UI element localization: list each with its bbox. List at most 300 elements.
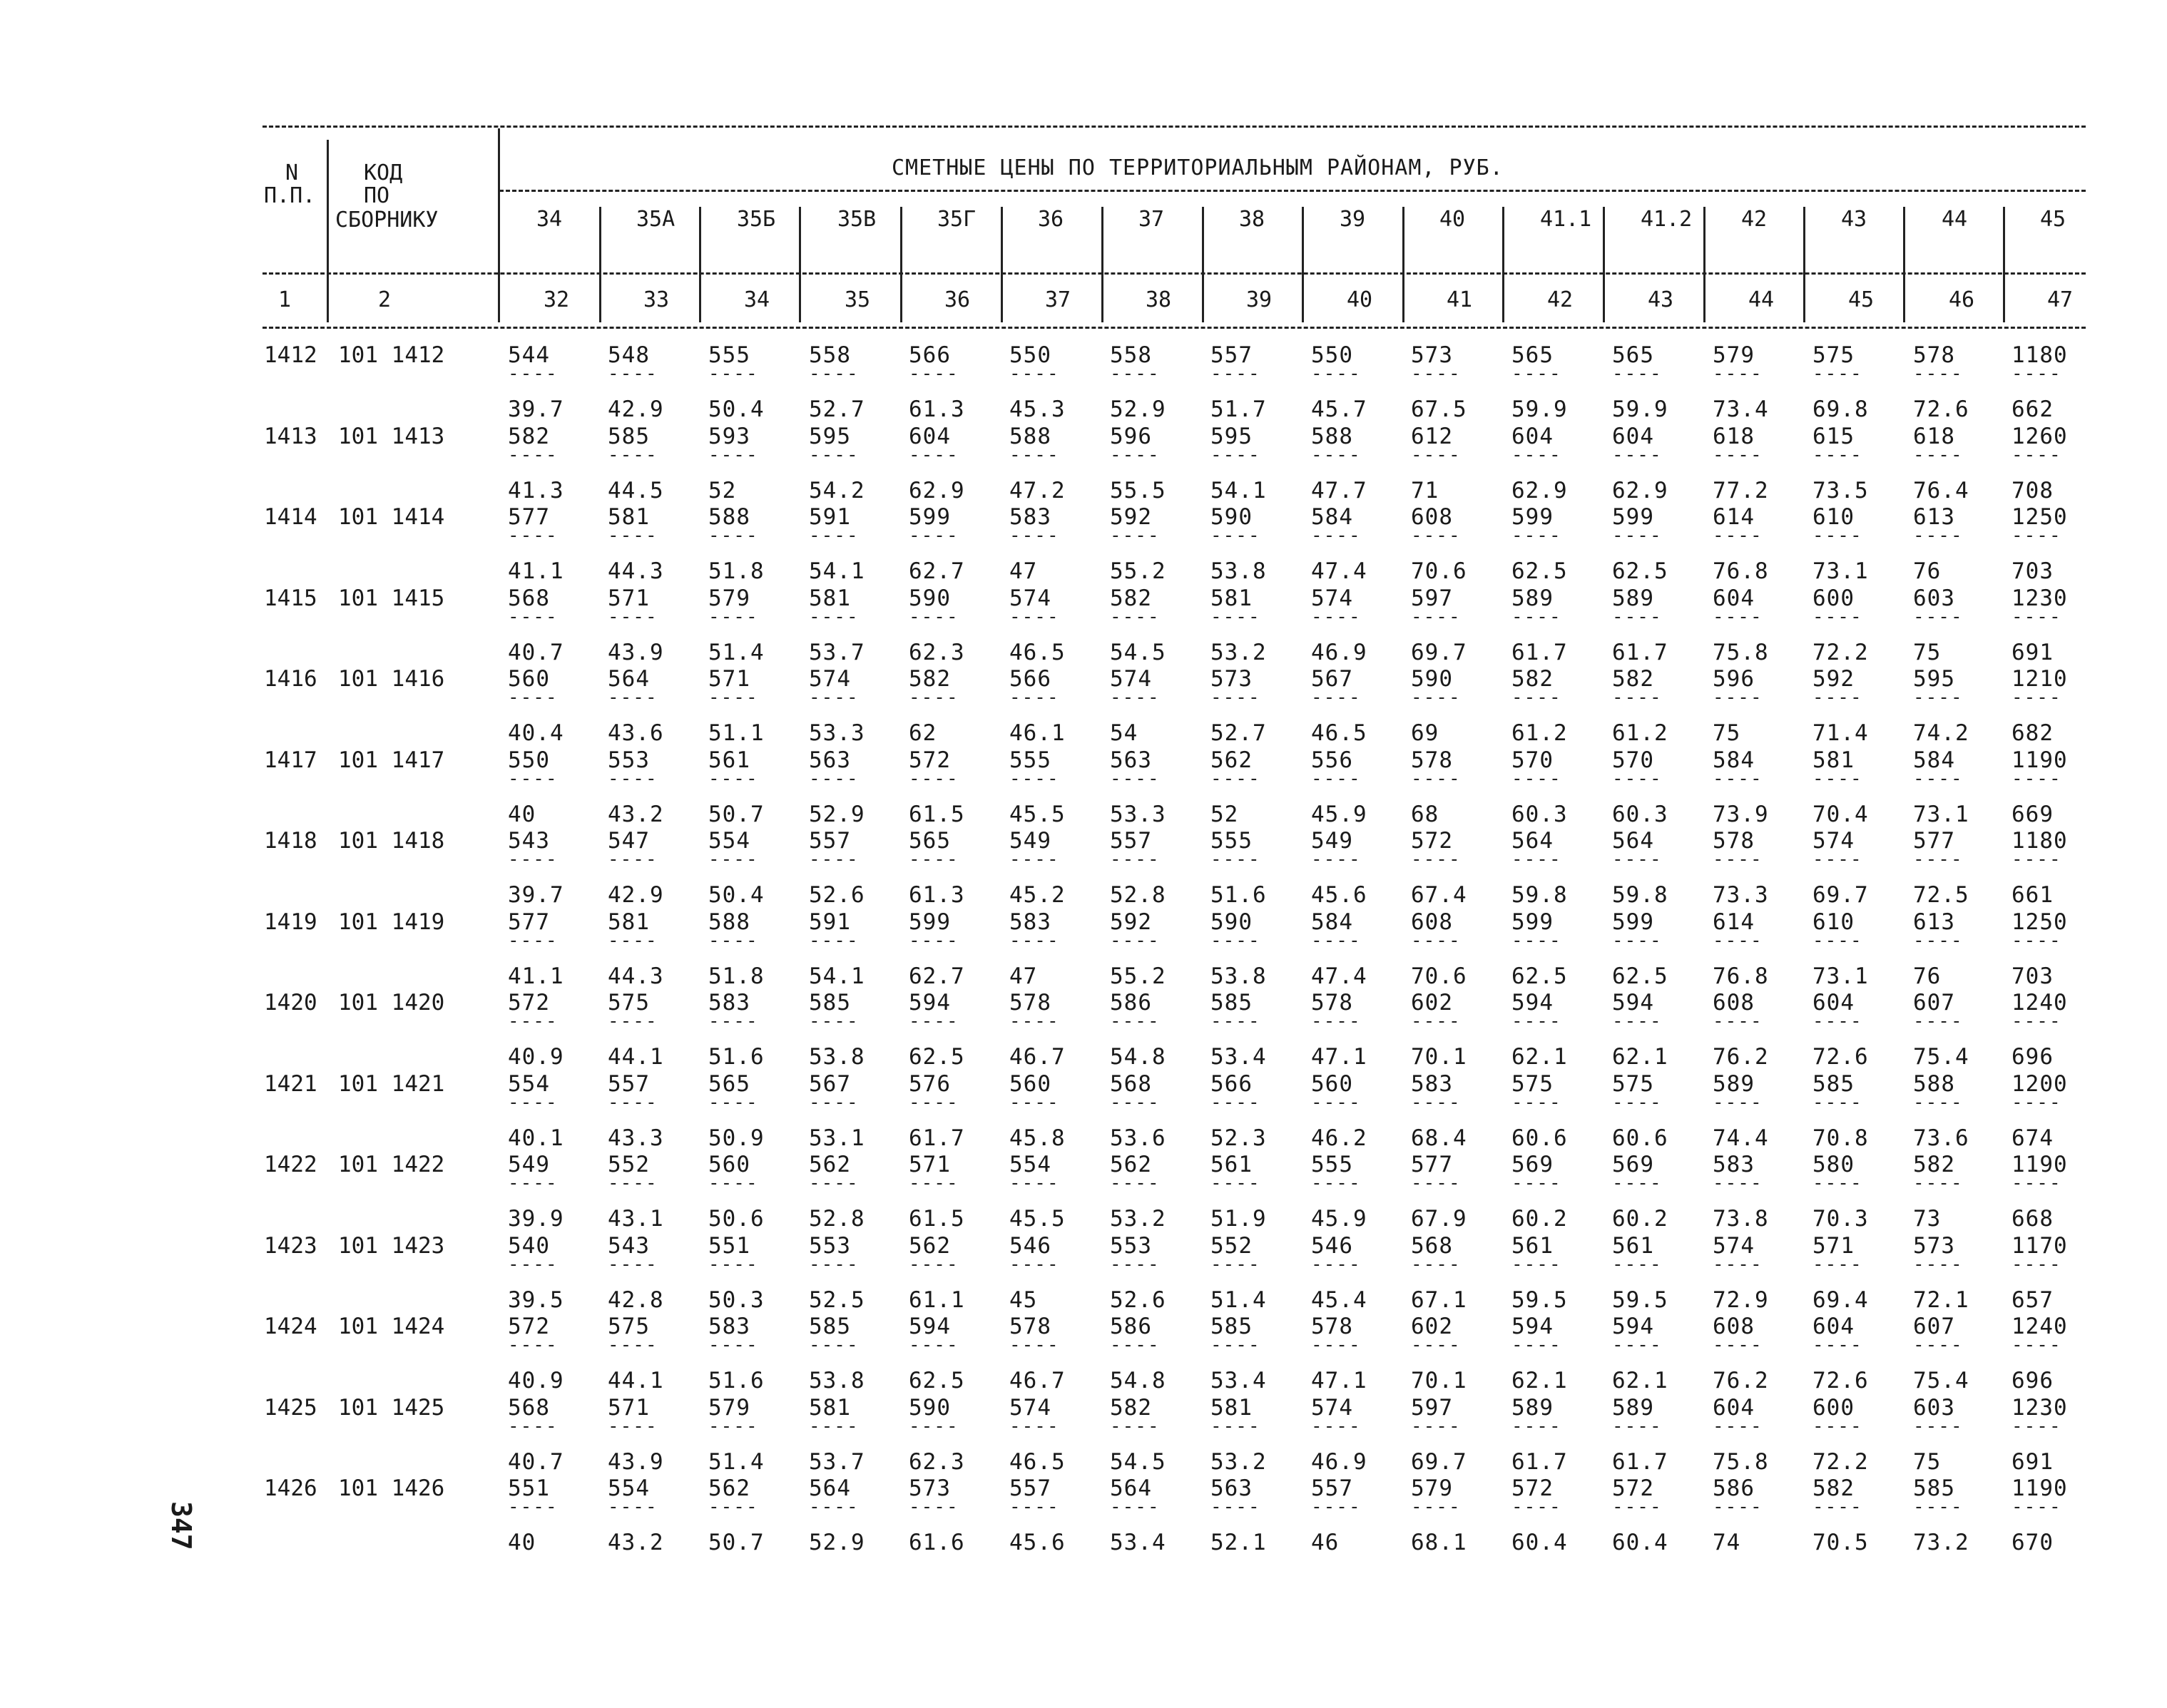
- fraction-line: ----: [809, 1172, 860, 1194]
- price-value: 590: [909, 1394, 951, 1421]
- fraction-line: ----: [909, 444, 959, 466]
- price-value: 584: [1713, 747, 1755, 773]
- column-number: 36: [944, 287, 971, 312]
- price-value: 588: [708, 909, 750, 935]
- fraction-line: ----: [1411, 1091, 1462, 1113]
- price-value: 554: [1009, 1152, 1051, 1177]
- fraction-line: ----: [608, 1415, 658, 1437]
- wage-value: 52.9: [1110, 397, 1166, 422]
- fraction-line: ----: [1612, 1253, 1663, 1275]
- fraction-line: ----: [608, 1011, 658, 1032]
- price-value: 564: [1612, 828, 1654, 854]
- fraction-line: ----: [1110, 525, 1161, 546]
- wage-value: 59.5: [1511, 1287, 1568, 1313]
- wage-value: 73.1: [1913, 801, 1969, 827]
- price-value: 585: [809, 1314, 851, 1339]
- wage-value: 47.4: [1311, 963, 1367, 989]
- wage-value: 69.7: [1411, 639, 1467, 665]
- fraction-line: ----: [809, 1334, 860, 1356]
- fraction-line: ----: [1110, 1415, 1161, 1437]
- price-value: 553: [809, 1232, 851, 1259]
- wage-value: 72.2: [1812, 1448, 1869, 1475]
- price-value: 564: [608, 666, 650, 692]
- price-value: 585: [1812, 1070, 1855, 1097]
- price-value: 618: [1913, 423, 1955, 449]
- fraction-line: ----: [1913, 1496, 1964, 1518]
- wage-value: 75: [1913, 1448, 1942, 1475]
- fraction-line: ----: [1812, 1172, 1863, 1194]
- wage-value: 60.4: [1612, 1530, 1668, 1555]
- price-value: 1180: [2012, 828, 2068, 854]
- wage-value: 67.4: [1411, 882, 1467, 908]
- wage-value: 61.3: [909, 397, 965, 422]
- fraction-line: ----: [1009, 525, 1060, 546]
- price-value: 593: [708, 423, 750, 449]
- row-number: 1426: [264, 1476, 317, 1501]
- fraction-line: ----: [1511, 687, 1562, 708]
- price-value: 557: [1009, 1476, 1051, 1501]
- price-value: 546: [1009, 1232, 1051, 1259]
- wage-value: 61.7: [909, 1125, 965, 1151]
- wage-value: 45.7: [1311, 397, 1367, 422]
- wage-value: 52: [1210, 801, 1239, 827]
- fraction-line: ----: [809, 1253, 860, 1275]
- wage-value: 61.1: [909, 1287, 965, 1313]
- fraction-line: ----: [1612, 444, 1663, 466]
- price-value: 575: [608, 1314, 650, 1339]
- wage-value: 61.2: [1511, 720, 1568, 746]
- price-value: 569: [1612, 1152, 1654, 1177]
- wage-value: 45: [1009, 1287, 1038, 1313]
- wage-value: 76: [1913, 963, 1942, 989]
- fraction-line: ----: [1210, 1172, 1261, 1194]
- column-separator: [799, 207, 801, 322]
- wage-value: 53.8: [809, 1044, 865, 1070]
- wage-value: 46.7: [1009, 1044, 1066, 1070]
- price-value: 595: [1210, 423, 1253, 449]
- price-value: 549: [508, 1152, 550, 1177]
- fraction-line: ----: [1713, 605, 1763, 628]
- fraction-line: ----: [809, 363, 860, 384]
- wage-value: 45.6: [1311, 882, 1367, 908]
- wage-value: 41.3: [508, 477, 564, 503]
- wage-value: 54.8: [1110, 1368, 1166, 1393]
- column-separator: [699, 207, 701, 322]
- column-number: 46: [1949, 287, 1975, 312]
- price-value: 544: [508, 342, 550, 368]
- wage-value: 668: [2012, 1206, 2054, 1232]
- wage-value: 53.4: [1110, 1530, 1166, 1555]
- price-value: 595: [809, 423, 851, 449]
- price-value: 560: [508, 666, 550, 692]
- fraction-line: ----: [1713, 363, 1763, 384]
- fraction-line: ----: [1110, 929, 1161, 951]
- fraction-line: ----: [708, 1253, 759, 1275]
- price-value: 562: [708, 1476, 750, 1501]
- fraction-line: ----: [1612, 1091, 1663, 1113]
- price-value: 574: [1110, 666, 1152, 692]
- wage-value: 52.8: [809, 1206, 865, 1232]
- wage-value: 51.8: [708, 963, 765, 989]
- wage-value: 39.7: [508, 882, 564, 908]
- column-header-rule: [262, 272, 2086, 275]
- price-value: 577: [508, 504, 550, 530]
- price-value: 566: [1009, 666, 1051, 692]
- price-value: 578: [1913, 342, 1955, 368]
- wage-value: 40.9: [508, 1044, 564, 1070]
- price-value: 596: [1713, 666, 1755, 692]
- fraction-line: ----: [1311, 687, 1362, 708]
- wage-value: 51.4: [1210, 1287, 1267, 1313]
- price-value: 602: [1411, 1314, 1453, 1339]
- fraction-line: ----: [1009, 687, 1060, 708]
- fraction-line: ----: [1511, 525, 1562, 546]
- fraction-line: ----: [809, 929, 860, 951]
- wage-value: 42.9: [608, 882, 664, 908]
- price-value: 603: [1913, 585, 1955, 611]
- fraction-line: ----: [708, 1496, 759, 1518]
- wage-value: 45.5: [1009, 801, 1066, 827]
- wage-value: 46.2: [1311, 1125, 1367, 1151]
- wage-value: 43.2: [608, 1530, 664, 1555]
- wage-value: 75.8: [1713, 1448, 1769, 1475]
- wage-value: 53.3: [1110, 801, 1166, 827]
- wage-value: 62.1: [1612, 1368, 1668, 1393]
- fraction-line: ----: [1009, 1415, 1060, 1437]
- wage-value: 46.1: [1009, 720, 1066, 746]
- row-number: 1424: [264, 1314, 317, 1339]
- wage-value: 73.4: [1713, 397, 1769, 422]
- fraction-line: ----: [608, 929, 658, 951]
- header-code-sbornik: СБОРНИКУ: [335, 208, 439, 232]
- price-value: 557: [809, 828, 851, 854]
- wage-value: 72.6: [1812, 1368, 1869, 1393]
- fraction-line: ----: [508, 525, 559, 546]
- fraction-line: ----: [2012, 1091, 2062, 1113]
- wage-value: 62.3: [909, 1448, 965, 1475]
- price-value: 597: [1411, 1394, 1453, 1421]
- wage-value: 42.8: [608, 1287, 664, 1313]
- column-separator: [1402, 207, 1404, 322]
- fraction-line: ----: [809, 767, 860, 789]
- price-value: 543: [608, 1232, 650, 1259]
- price-value: 553: [608, 747, 650, 773]
- wage-value: 75.8: [1713, 639, 1769, 665]
- wage-value: 54.1: [809, 558, 865, 584]
- row-code: 101 1419: [338, 909, 445, 935]
- fraction-line: ----: [1210, 1011, 1261, 1032]
- wage-value: 67.5: [1411, 397, 1467, 422]
- wage-value: 45.5: [1009, 1206, 1066, 1232]
- wage-value: 62.7: [909, 963, 965, 989]
- fraction-line: ----: [1210, 1415, 1261, 1437]
- fraction-line: ----: [1311, 525, 1362, 546]
- price-value: 591: [809, 504, 851, 530]
- region-column-header: 44: [1942, 207, 1968, 232]
- fraction-line: ----: [909, 929, 959, 951]
- fraction-line: ----: [1913, 929, 1964, 951]
- fraction-line: ----: [1009, 444, 1060, 466]
- price-value: 594: [1511, 1314, 1554, 1339]
- price-value: 1240: [2012, 990, 2068, 1016]
- wage-value: 46.9: [1311, 639, 1367, 665]
- fraction-line: ----: [508, 1011, 559, 1032]
- fraction-line: ----: [1411, 1253, 1462, 1275]
- wage-value: 670: [2012, 1530, 2054, 1555]
- fraction-line: ----: [508, 363, 559, 384]
- region-column-header: 40: [1439, 207, 1466, 232]
- price-value: 589: [1713, 1070, 1755, 1097]
- fraction-line: ----: [608, 444, 658, 466]
- row-number: 1420: [264, 990, 317, 1016]
- price-value: 599: [1511, 504, 1554, 530]
- price-value: 572: [1612, 1476, 1654, 1501]
- wage-value: 62.5: [909, 1044, 965, 1070]
- wage-value: 53.7: [809, 1448, 865, 1475]
- wage-value: 45.6: [1009, 1530, 1066, 1555]
- wage-value: 73.1: [1812, 558, 1869, 584]
- fraction-line: ----: [1913, 525, 1964, 546]
- wage-value: 70.4: [1812, 801, 1869, 827]
- price-value: 588: [1311, 423, 1353, 449]
- price-value: 577: [1913, 828, 1955, 854]
- row-code: 101 1426: [338, 1476, 445, 1501]
- price-value: 590: [1210, 504, 1253, 530]
- price-value: 608: [1713, 990, 1755, 1016]
- price-value: 583: [1713, 1152, 1755, 1177]
- fraction-line: ----: [2012, 1415, 2062, 1437]
- fraction-line: ----: [608, 1253, 658, 1275]
- fraction-line: ----: [1812, 1253, 1863, 1275]
- fraction-line: ----: [608, 605, 658, 628]
- fraction-line: ----: [1913, 849, 1964, 870]
- wage-value: 60.3: [1511, 801, 1568, 827]
- fraction-line: ----: [1009, 1091, 1060, 1113]
- price-value: 565: [1511, 342, 1554, 368]
- fraction-line: ----: [1812, 1334, 1863, 1356]
- region-column-header: 35Б: [737, 207, 776, 232]
- fraction-line: ----: [809, 444, 860, 466]
- column-separator: [2003, 207, 2005, 322]
- price-value: 579: [708, 585, 750, 611]
- price-value: 1180: [2012, 342, 2068, 368]
- column-separator: [1101, 207, 1103, 322]
- fraction-line: ----: [909, 767, 959, 789]
- fraction-line: ----: [508, 1334, 559, 1356]
- price-value: 612: [1411, 423, 1453, 449]
- fraction-line: ----: [1210, 929, 1261, 951]
- wage-value: 72.5: [1913, 882, 1969, 908]
- price-value: 581: [809, 1394, 851, 1421]
- wage-value: 62.1: [1511, 1368, 1568, 1393]
- wage-value: 39.5: [508, 1287, 564, 1313]
- region-column-header: 34: [536, 207, 563, 232]
- wage-value: 39.7: [508, 397, 564, 422]
- fraction-line: ----: [1713, 1253, 1763, 1275]
- price-value: 572: [508, 990, 550, 1016]
- price-value: 599: [1612, 504, 1654, 530]
- fraction-line: ----: [1511, 444, 1562, 466]
- price-value: 592: [1812, 666, 1855, 692]
- fraction-line: ----: [909, 687, 959, 708]
- price-value: 614: [1713, 909, 1755, 935]
- page-number: 347: [165, 1501, 197, 1550]
- column-number: 44: [1748, 287, 1775, 312]
- column-number: 47: [2047, 287, 2074, 312]
- fraction-line: ----: [608, 363, 658, 384]
- wage-value: 40.4: [508, 720, 564, 746]
- price-value: 589: [1612, 1394, 1654, 1421]
- wage-value: 51.6: [1210, 882, 1267, 908]
- wage-value: 61.7: [1612, 639, 1668, 665]
- wage-value: 73.3: [1713, 882, 1769, 908]
- fraction-line: ----: [2012, 1334, 2062, 1356]
- price-value: 589: [1511, 585, 1554, 611]
- wage-value: 61.2: [1612, 720, 1668, 746]
- price-value: 590: [909, 585, 951, 611]
- price-value: 588: [1913, 1070, 1955, 1097]
- fraction-line: ----: [1210, 525, 1261, 546]
- wage-value: 708: [2012, 477, 2054, 503]
- price-value: 551: [508, 1476, 550, 1501]
- price-value: 564: [1110, 1476, 1152, 1501]
- fraction-line: ----: [1812, 767, 1863, 789]
- price-value: 560: [708, 1152, 750, 1177]
- column-number: 32: [544, 287, 570, 312]
- wage-value: 44.1: [608, 1044, 664, 1070]
- price-value: 610: [1812, 504, 1855, 530]
- fraction-line: ----: [608, 525, 658, 546]
- price-value: 555: [708, 342, 750, 368]
- wage-value: 40.7: [508, 1448, 564, 1475]
- fraction-line: ----: [508, 1091, 559, 1113]
- wage-value: 51.1: [708, 720, 765, 746]
- price-value: 572: [1411, 828, 1453, 854]
- fraction-line: ----: [909, 1253, 959, 1275]
- fraction-line: ----: [2012, 849, 2062, 870]
- wage-value: 43.1: [608, 1206, 664, 1232]
- price-value: 588: [1009, 423, 1051, 449]
- price-value: 555: [1009, 747, 1051, 773]
- fraction-line: ----: [809, 525, 860, 546]
- price-value: 590: [1210, 909, 1253, 935]
- price-value: 549: [1009, 828, 1051, 854]
- price-value: 608: [1713, 1314, 1755, 1339]
- fraction-line: ----: [1511, 1172, 1562, 1194]
- price-value: 599: [909, 504, 951, 530]
- price-value: 574: [1009, 1394, 1051, 1421]
- fraction-line: ----: [1411, 1415, 1462, 1437]
- price-value: 610: [1812, 909, 1855, 935]
- price-value: 599: [909, 909, 951, 935]
- fraction-line: ----: [809, 687, 860, 708]
- price-value: 1170: [2012, 1232, 2068, 1259]
- price-value: 1190: [2012, 1476, 2068, 1501]
- fraction-line: ----: [1210, 605, 1261, 628]
- wage-value: 46.5: [1009, 639, 1066, 665]
- wage-value: 62.1: [1511, 1044, 1568, 1070]
- price-value: 588: [708, 504, 750, 530]
- wage-value: 691: [2012, 639, 2054, 665]
- wage-value: 62.1: [1612, 1044, 1668, 1070]
- price-value: 586: [1110, 1314, 1152, 1339]
- price-value: 585: [809, 990, 851, 1016]
- wage-value: 54.2: [809, 477, 865, 503]
- price-value: 550: [508, 747, 550, 773]
- price-value: 576: [909, 1070, 951, 1097]
- fraction-line: ----: [1812, 849, 1863, 870]
- fraction-line: ----: [508, 1415, 559, 1437]
- row-number: 1423: [264, 1232, 317, 1259]
- row-code: 101 1412: [338, 342, 445, 368]
- price-value: 560: [1009, 1070, 1051, 1097]
- fraction-line: ----: [1812, 605, 1863, 628]
- price-value: 552: [608, 1152, 650, 1177]
- fraction-line: ----: [1713, 525, 1763, 546]
- fraction-line: ----: [1110, 444, 1161, 466]
- price-value: 607: [1913, 1314, 1955, 1339]
- fraction-line: ----: [1110, 363, 1161, 384]
- wage-value: 60.4: [1511, 1530, 1568, 1555]
- price-value: 581: [1812, 747, 1855, 773]
- row-number: 1412: [264, 342, 317, 368]
- wage-value: 60.3: [1612, 801, 1668, 827]
- wage-value: 59.8: [1511, 882, 1568, 908]
- column-separator: [1001, 207, 1003, 322]
- fraction-line: ----: [1311, 1334, 1362, 1356]
- price-value: 586: [1713, 1476, 1755, 1501]
- fraction-line: ----: [1612, 849, 1663, 870]
- price-value: 618: [1713, 423, 1755, 449]
- fraction-line: ----: [809, 1011, 860, 1032]
- wage-value: 70.1: [1411, 1368, 1467, 1393]
- wage-value: 43.2: [608, 801, 664, 827]
- fraction-line: ----: [1411, 687, 1462, 708]
- wage-value: 62.3: [909, 639, 965, 665]
- price-value: 555: [1210, 828, 1253, 854]
- row-number: 1425: [264, 1394, 317, 1421]
- fraction-line: ----: [2012, 1011, 2062, 1032]
- fraction-line: ----: [1009, 929, 1060, 951]
- price-value: 1190: [2012, 1152, 2068, 1177]
- price-value: 554: [508, 1070, 550, 1097]
- fraction-line: ----: [1210, 849, 1261, 870]
- price-value: 583: [708, 990, 750, 1016]
- fraction-line: ----: [1612, 525, 1663, 546]
- wage-value: 77.2: [1713, 477, 1769, 503]
- price-value: 555: [1311, 1152, 1353, 1177]
- price-value: 557: [1210, 342, 1253, 368]
- region-column-header: 35В: [837, 207, 877, 232]
- column-number: 35: [845, 287, 871, 312]
- fraction-line: ----: [1311, 1172, 1362, 1194]
- fraction-line: ----: [1511, 605, 1562, 628]
- fraction-line: ----: [1009, 605, 1060, 628]
- fraction-line: ----: [1110, 849, 1161, 870]
- header-pp: П.П.: [264, 183, 316, 208]
- fraction-line: ----: [708, 1334, 759, 1356]
- fraction-line: ----: [1210, 1091, 1261, 1113]
- region-column-header: 36: [1038, 207, 1064, 232]
- fraction-line: ----: [508, 1253, 559, 1275]
- row-number: 1418: [264, 828, 317, 854]
- wage-value: 46.5: [1009, 1448, 1066, 1475]
- fraction-line: ----: [1511, 767, 1562, 789]
- price-value: 558: [1110, 342, 1152, 368]
- column-number: 33: [643, 287, 670, 312]
- fraction-line: ----: [1713, 1091, 1763, 1113]
- price-value: 548: [608, 342, 650, 368]
